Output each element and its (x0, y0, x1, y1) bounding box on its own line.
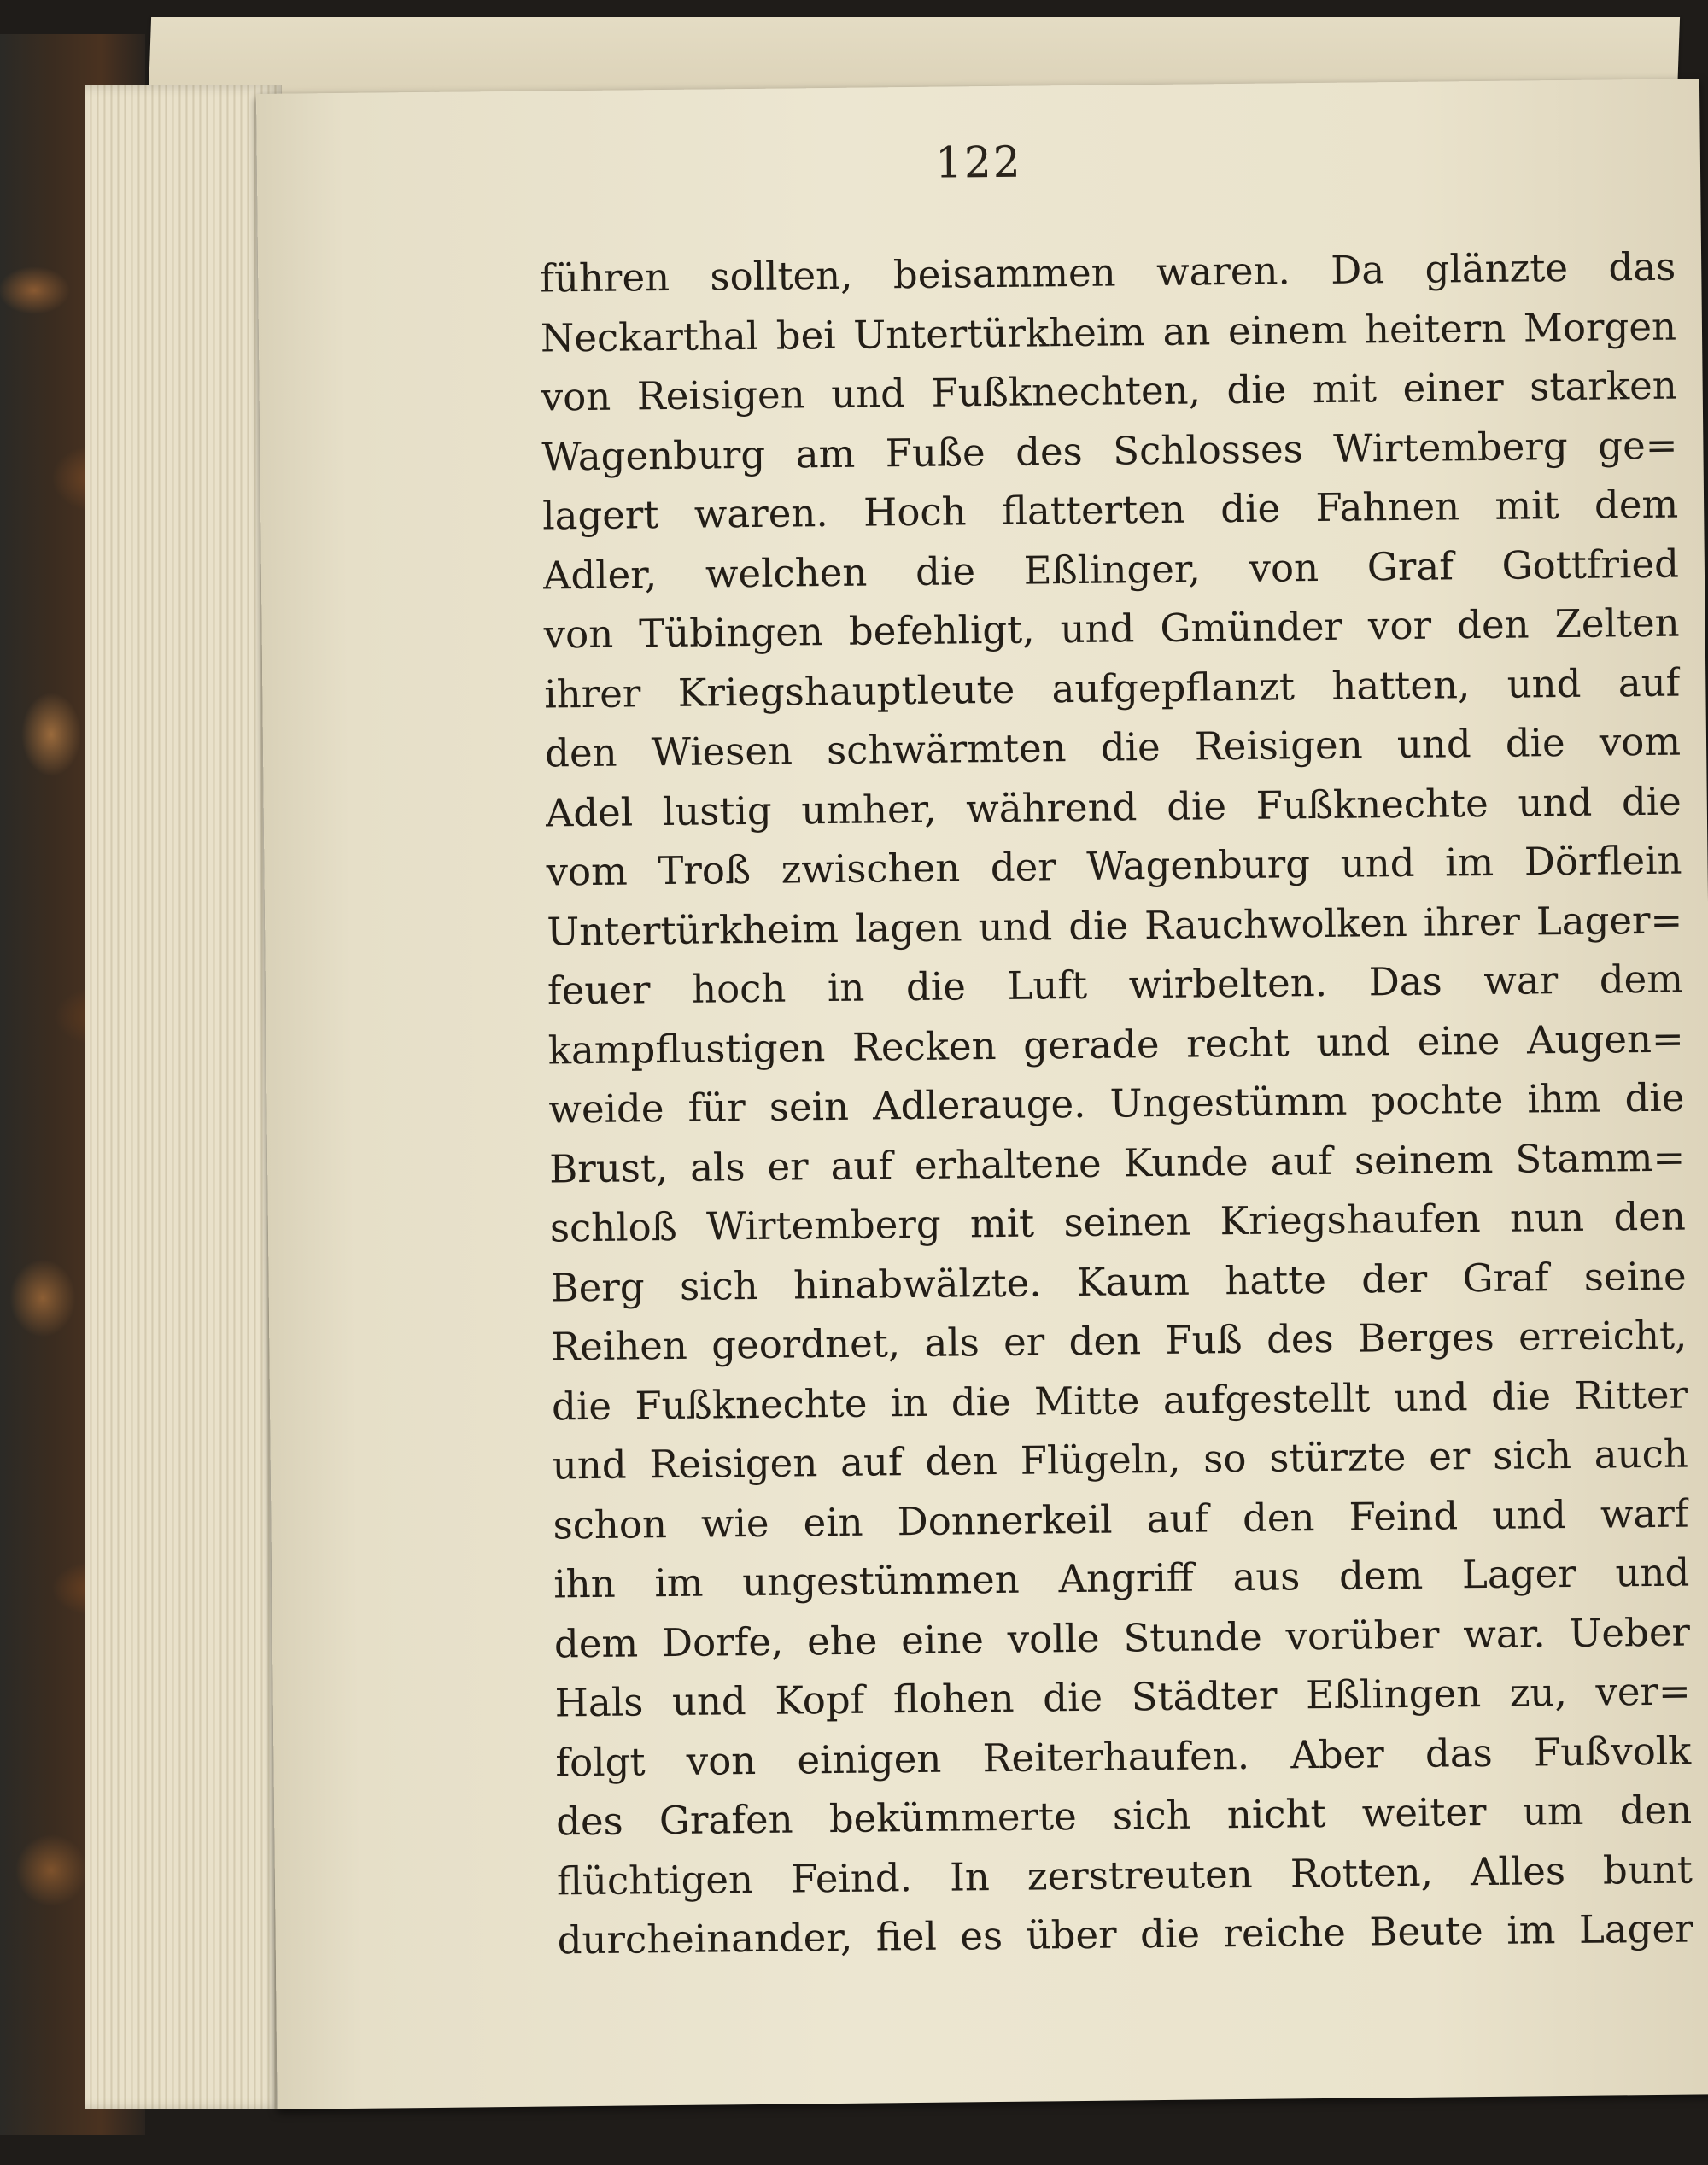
text-line: kampflustigen Recken gerade recht und eine Augen= (547, 1015, 1684, 1073)
text-line: ihn im ungestümmen Angriff aus dem Lager und (553, 1549, 1690, 1607)
book-page (256, 79, 1708, 2109)
text-line: die Fußknechte in die Mitte aufgestellt und die Ritter (551, 1372, 1688, 1429)
text-line: Adler, welchen die Eßlinger, von Graf Gottfried (542, 541, 1680, 599)
text-line: schon wie ein Donnerkeil auf den Feind und warf (553, 1490, 1689, 1548)
text-line: führen sollten, beisammen waren. Da glänzte das (540, 243, 1676, 301)
text-line: von Reisigen und Fußknechten, die mit einer starken (541, 362, 1677, 420)
text-line: Adel lustig umher, während die Fußknechte und die (545, 778, 1682, 835)
text-line: Brust, als er auf erhaltene Kunde auf seinem Stamm= (548, 1134, 1686, 1191)
text-line: Reihen geordnet, als er den Fuß des Berges erreicht, (551, 1312, 1688, 1370)
text-line: Hals und Kopf flohen die Städter Eßlingen zu, ver= (554, 1668, 1691, 1726)
text-line: dem Dorfe, ehe eine volle Stunde vorüber war. Ueber (553, 1609, 1691, 1666)
text-line: vom Troß zwischen der Wagenburg und im Dörflein (546, 837, 1682, 895)
body-text (540, 237, 1693, 1970)
text-line: Untertürkheim lagen und die Rauchwolken ihrer Lager= (547, 897, 1683, 954)
text-line: ihrer Kriegshauptleute aufgepflanzt hatten, und auf (544, 659, 1681, 717)
text-line: Neckarthal bei Untertürkheim an einem heitern Morgen (540, 303, 1677, 361)
text-line: weide für sein Adlerauge. Ungestümm pochte ihm die (548, 1074, 1685, 1132)
page-number: 122 (934, 137, 1022, 188)
text-line: durcheinander, fiel es über die reiche Beute im Lager (557, 1905, 1693, 1963)
text-line: lagert waren. Hoch flatterten die Fahnen mit dem (541, 481, 1679, 539)
text-line: flüchtigen Feind. In zerstreuten Rotten, Alles bunt (556, 1846, 1693, 1904)
text-line: den Wiesen schwärmten die Reisigen und die vom (544, 718, 1682, 776)
text-line: des Grafen bekümmerte sich nicht weiter um den (555, 1787, 1693, 1845)
text-line: Berg sich hinabwälzte. Kaum hatte der Graf seine (550, 1253, 1687, 1310)
text-line: folgt von einigen Reiterhaufen. Aber das Fußvolk (555, 1728, 1692, 1785)
text-line: feuer hoch in die Luft wirbelten. Das war dem (547, 956, 1684, 1014)
text-line: Wagenburg am Fuße des Schlosses Wirtemberg ge= (541, 422, 1678, 480)
text-line: schloß Wirtemberg mit seinen Kriegshaufen nun den (549, 1193, 1687, 1251)
text-line: von Tübingen befehligt, und Gmünder vor den Zelten (543, 600, 1680, 658)
text-line: und Reisigen auf den Flügeln, so stürzte er sich auch (552, 1431, 1689, 1489)
page-edges (85, 85, 282, 2109)
